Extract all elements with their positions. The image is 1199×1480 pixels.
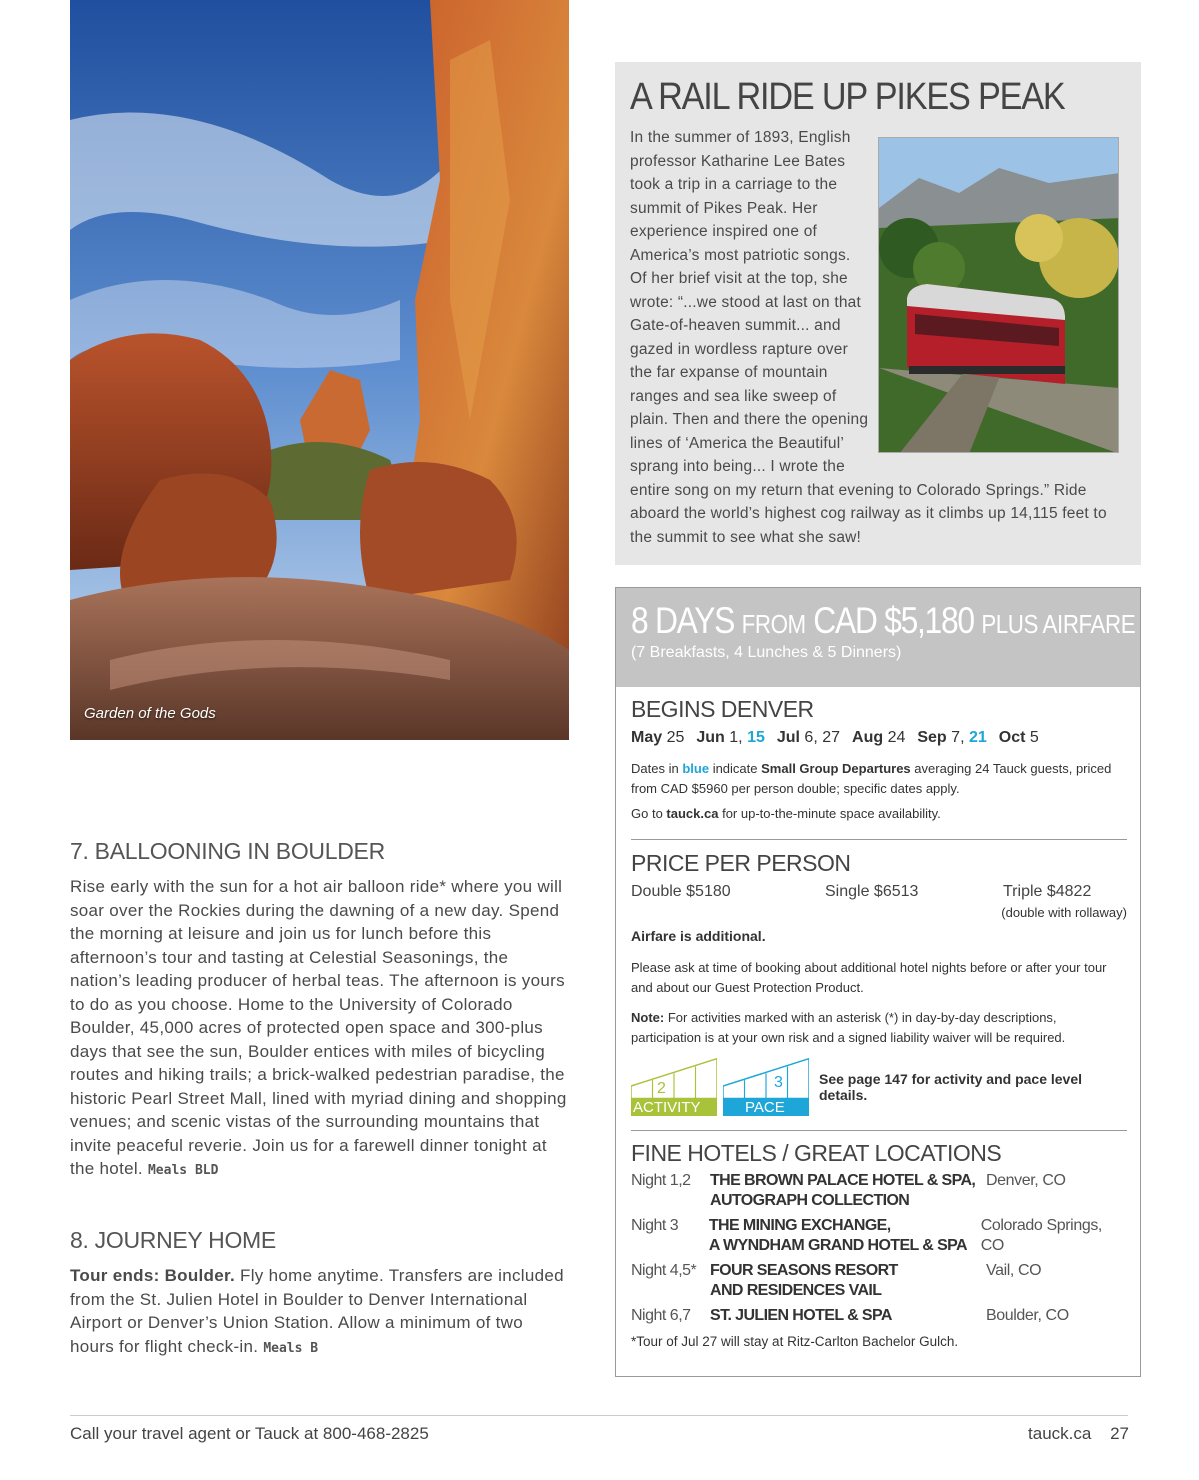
activity-label: ACTIVITY: [633, 1099, 701, 1116]
date-separator: ,: [813, 729, 823, 746]
pace-number: 3: [774, 1074, 783, 1091]
small-group-note: [631, 759, 1127, 798]
hotel-name: [710, 1261, 986, 1300]
level-icons: [631, 1058, 1127, 1116]
hotel-row: [631, 1261, 1127, 1300]
airfare-note: Airfare is additional.: [631, 927, 766, 944]
pikes-peak-title: A RAIL RIDE UP PIKES PEAK: [630, 76, 1065, 118]
booking-note: Please ask at time of booking about additional hotel nights before or after your tour and about our Guest Protection Product.: [631, 960, 1107, 995]
hotel-city: Vail, CO: [986, 1262, 1042, 1279]
hotel-city: Denver, CO: [986, 1172, 1066, 1189]
hotel-night: Night 1,2: [631, 1172, 691, 1189]
note-text: For activities marked with an asterisk (*) in day-by-day descriptions, participation is at your own risk and a signed liability waiver will be required.: [631, 1010, 1066, 1045]
departure-day: 6: [804, 729, 814, 746]
price-per-person-section: [631, 850, 1127, 1047]
departure-month: [852, 729, 905, 746]
price-amount: CAD $5,180: [813, 600, 974, 641]
hotel-city: Colorado Springs, CO: [980, 1217, 1102, 1254]
month-label: Sep: [917, 729, 952, 746]
day-7-body-text: Rise early with the sun for a hot air balloon ride* where you will soar over the Rockies during the dawning of a new day. Spend the morning at leisure and join us for lunch before this afternoon’s tour and tasting at Celestial Seasonings, the nation’s leading producer of herbal teas. The afternoon is yours to do as you choose. Home to the University of Colorado Boulder, 45,000 acres of protected open space and 300-plus days that see the sun, Boulder entices with miles of bicycling routes and hiking trails; a brick-walked pedestrian paradise, the historic Pearl Street Mall, lined with myriad dining and shopping venues; and scenic vistas of the surrounding mountains that invite peaceful reverie. Join us for a farewell dinner tonight at the hotel.: [70, 877, 567, 1178]
hotel-row: [631, 1171, 1127, 1210]
red-rock-landscape-image: [70, 0, 569, 740]
departure-day: 5: [1029, 729, 1039, 746]
footer-divider: [70, 1415, 1128, 1416]
hotel-city: Boulder, CO: [986, 1307, 1069, 1324]
triple-note: (double with rollaway): [1001, 905, 1127, 920]
hotel-name-line: THE MINING EXCHANGE,: [708, 1217, 891, 1234]
note-mid: indicate: [712, 761, 758, 776]
footer-site[interactable]: tauck.ca: [1028, 1424, 1092, 1443]
hotels-title: FINE HOTELS / GREAT LOCATIONS: [631, 1140, 1002, 1166]
note-pre: Dates in: [631, 761, 679, 776]
day-8-heading: 8. JOURNEY HOME: [70, 1227, 276, 1253]
hotels-section: [631, 1140, 1127, 1351]
hotel-night: Night 4,5*: [631, 1262, 697, 1279]
day-8-meals: Meals B: [263, 1340, 319, 1356]
photo-caption: Garden of the Gods: [84, 705, 216, 722]
tour-pricing-box: [615, 587, 1141, 1377]
price-triple: Triple $4822: [1003, 883, 1092, 900]
activity-number: 2: [657, 1080, 666, 1097]
note-post: averaging 24 Tauck guests, priced from CAD $5960 per person double; specific dates apply.: [631, 761, 1112, 796]
goto-pre: Go to: [631, 806, 663, 821]
day-7-heading: 7. BALLOONING IN BOULDER: [70, 838, 385, 864]
hotel-night: Night 3: [631, 1217, 679, 1234]
divider: [631, 839, 1127, 840]
note-blue: blue: [682, 761, 710, 776]
footer-right: [1028, 1424, 1129, 1444]
price-single: Single $6513: [825, 883, 919, 900]
goto-post: for up-to-the-minute space availability.: [722, 806, 941, 821]
small-group-label: Small Group Departures: [761, 761, 911, 776]
begins-section: [631, 696, 1127, 824]
hotel-footnote: *Tour of Jul 27 will stay at Ritz-Carlton Bachelor Gulch.: [631, 1333, 959, 1349]
divider: [631, 1130, 1127, 1131]
month-label: May: [631, 729, 667, 746]
page-number: 27: [1110, 1424, 1129, 1443]
date-separator: ,: [960, 729, 969, 746]
pikes-peak-sidebar: [615, 62, 1141, 565]
month-label: Jul: [776, 729, 805, 746]
departure-month: [696, 729, 764, 746]
liability-note: [631, 1008, 1127, 1047]
departure-month: [777, 729, 840, 746]
footer-call: Call your travel agent or Tauck at 800-468-2825: [70, 1424, 429, 1443]
month-label: Jun: [696, 729, 730, 746]
price-title: [631, 600, 1136, 642]
departure-day: 21: [968, 729, 987, 746]
month-label: Oct: [998, 729, 1030, 746]
departure-month: [631, 729, 684, 746]
day-7-meals: Meals BLD: [147, 1163, 219, 1178]
tauck-link[interactable]: tauck.ca: [666, 806, 719, 821]
hotel-name-line: THE BROWN PALACE HOTEL & SPA,: [710, 1172, 976, 1189]
levels-row: [631, 1058, 1127, 1116]
price-days: 8 DAYS: [631, 600, 735, 641]
departure-day: 1: [729, 729, 739, 746]
garden-of-the-gods-photo: [70, 0, 569, 740]
availability-note: [631, 804, 1127, 824]
departure-day: 25: [666, 729, 685, 746]
month-label: Aug: [852, 729, 888, 746]
day-7-body: [70, 875, 570, 1183]
departure-month: [999, 729, 1039, 746]
red-train-image: [879, 138, 1119, 453]
departure-month: [917, 729, 986, 746]
hotel-row: [631, 1216, 1127, 1255]
hotel-name-line: AUTOGRAPH COLLECTION: [710, 1191, 910, 1209]
day-7-section: [70, 838, 570, 1183]
day-8-section: [70, 1227, 570, 1360]
hotel-name-line: ST. JULIEN HOTEL & SPA: [710, 1307, 892, 1324]
hotel-name: [710, 1306, 986, 1326]
hotel-night: Night 6,7: [631, 1307, 691, 1324]
departure-day: 27: [822, 729, 841, 746]
ppp-row: [631, 883, 1127, 901]
price-double: Double $5180: [631, 883, 731, 900]
departure-dates: [631, 729, 1127, 747]
price-header: [616, 588, 1140, 687]
pace-label: PACE: [745, 1099, 785, 1116]
note-label: Note:: [631, 1010, 665, 1025]
hotel-name-line: A WYNDHAM GRAND HOTEL & SPA: [708, 1236, 967, 1254]
ppp-title: PRICE PER PERSON: [631, 850, 851, 876]
date-separator: ,: [738, 729, 748, 746]
pikes-peak-text: In the summer of 1893, English professor Katharine Lee Bates took a trip in a carriage to the summit of Pikes Peak. Her experience inspired one of America’s most patriotic songs. Of her brief visit at the top, she wrote: “...we stood at last on that Gate-of-heaven summit... and gazed in wordless rapture over the far expanse of mountain ranges and sea like sweep of plain. Then and there the opening lines of ‘America the Beautiful’ sprang into being... I wrote the entire song on my return that evening to Colorado Springs.” Ride aboard the world’s highest cog railway as it climbs up 14,115 feet to the summit to see what she saw!: [630, 129, 1107, 546]
hotel-name-line: AND RESIDENCES VAIL: [710, 1281, 882, 1299]
departure-day: 7: [951, 729, 961, 746]
price-from: FROM: [741, 609, 806, 639]
see-page-note: See page 147 for activity and pace level details.: [819, 1071, 1083, 1103]
departure-day: 15: [747, 729, 765, 746]
day-8-lead: Tour ends: Boulder.: [70, 1266, 236, 1285]
hotel-row: [631, 1306, 1127, 1326]
departure-day: 24: [887, 729, 906, 746]
day-8-body-text: Fly home anytime. Transfers are included from the St. Julien Hotel in Boulder to Denver International Airport or Denver’s Union Station. Allow a minimum of two hours for flight check-in.: [70, 1266, 564, 1356]
day-8-body: [70, 1264, 570, 1360]
price-plus-airfare: PLUS AIRFARE: [981, 609, 1136, 639]
hotel-list: [631, 1171, 1127, 1326]
begins-title: BEGINS DENVER: [631, 696, 814, 722]
cog-railway-photo: [878, 137, 1119, 453]
hotel-name: [710, 1171, 986, 1210]
hotel-name-line: FOUR SEASONS RESORT: [710, 1262, 898, 1279]
price-meals: (7 Breakfasts, 4 Lunches & 5 Dinners): [631, 644, 902, 661]
hotel-name: [709, 1216, 981, 1255]
